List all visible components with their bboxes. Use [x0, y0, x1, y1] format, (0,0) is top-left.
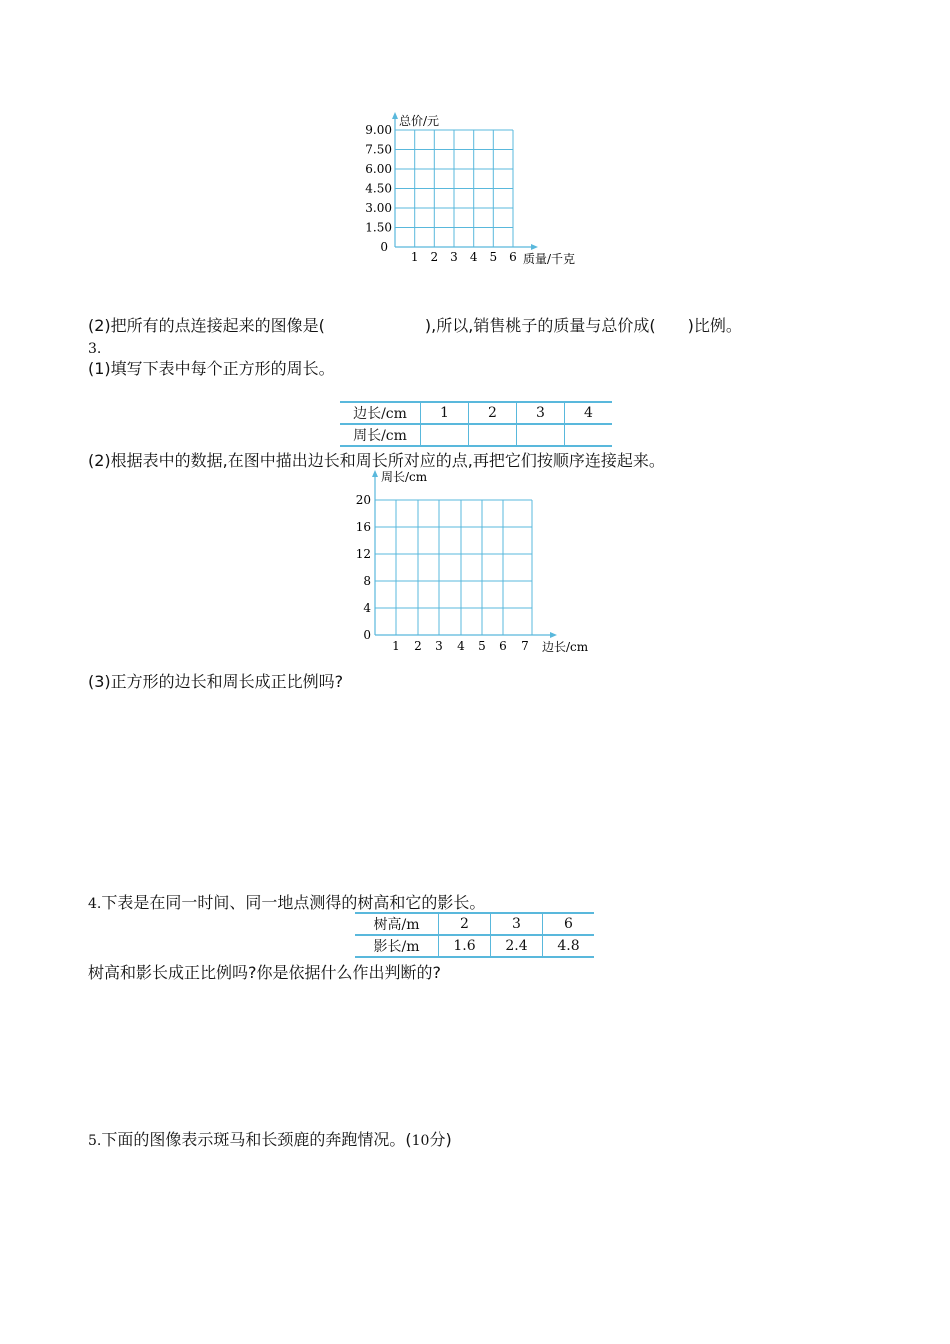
q5-title-line	[88, 1130, 452, 1151]
q3-row2-cell-blank[interactable]	[469, 424, 517, 446]
q4-number: 4.	[88, 896, 102, 912]
chart2-x-tick: 2	[414, 639, 422, 653]
q2-part2-c: )比例。	[687, 316, 742, 335]
q5-points: 10	[411, 1133, 430, 1149]
q3-row1-cell: 4	[565, 402, 613, 424]
q3-row1-cell: 2	[469, 402, 517, 424]
chart2-grid	[375, 500, 532, 635]
q4-row2-cell: 1.6	[439, 935, 491, 957]
chart1-y-tick: 0	[380, 240, 388, 254]
price-mass-chart	[350, 108, 600, 270]
chart2-y-tick: 8	[363, 574, 371, 588]
chart2-x-tick: 3	[435, 639, 443, 653]
q3-row2-cell-blank[interactable]	[517, 424, 565, 446]
chart1-x-tick: 4	[469, 250, 478, 264]
chart2-x-label: 边长/cm	[542, 640, 589, 654]
q3-row1-cell: 3	[517, 402, 565, 424]
q4-title-line	[88, 893, 485, 914]
q5-points-unit: 分)	[429, 1130, 452, 1149]
chart2-y-tick: 12	[355, 547, 371, 561]
chart2-y-label: 周长/cm	[381, 470, 428, 484]
chart1-x-tick: 2	[430, 250, 439, 264]
chart2-x-tick: 5	[478, 639, 486, 653]
chart2-y-tick: 16	[355, 520, 371, 534]
chart1-x-arrow	[531, 244, 538, 250]
q4-table	[355, 912, 594, 958]
table-row	[355, 935, 594, 957]
chart1-x-tick: 5	[489, 250, 498, 264]
q3-row1-cell: 1	[421, 402, 469, 424]
table-row	[340, 402, 612, 424]
chart1-y-tick: 1.50	[365, 220, 392, 235]
q4-row2-label: 影长/m	[355, 935, 439, 957]
q3-number: 3.	[88, 341, 102, 357]
chart2-y-tick: 0	[363, 628, 371, 642]
chart2-y-arrow	[372, 470, 378, 477]
chart1-y-arrow	[392, 112, 398, 119]
chart1-y-label: 总价/元	[399, 114, 440, 128]
q5-title: 下面的图像表示斑马和长颈鹿的奔跑情况。(	[101, 1130, 412, 1149]
chart2-x-tick: 1	[392, 639, 400, 653]
q3-table	[340, 401, 612, 447]
chart1-y-tick: 7.50	[365, 142, 392, 157]
q2-part2-a: (2)把所有的点连接起来的图像是(	[88, 316, 325, 335]
chart2-x-tick: 4	[457, 639, 465, 653]
q2-part2	[88, 316, 742, 336]
q3-row2-cell-blank[interactable]	[421, 424, 469, 446]
q2-part2-b: ),所以,销售桃子的质量与总价成(	[424, 316, 656, 335]
table-row	[355, 913, 594, 935]
perimeter-side-chart	[345, 465, 605, 657]
q3-row1-label: 边长/cm	[340, 402, 421, 424]
chart2-x-arrow	[550, 632, 557, 638]
chart1-y-tick: 3.00	[365, 201, 392, 215]
q4-row1-cell: 6	[543, 913, 595, 935]
chart2-y-tick: 4	[363, 601, 371, 615]
q5-number: 5.	[88, 1133, 102, 1149]
q4-title: 下表是在同一时间、同一地点测得的树高和它的影长。	[101, 893, 486, 912]
chart1-grid	[395, 130, 513, 247]
q3-row2-label: 周长/cm	[340, 424, 421, 446]
q4-question: 树高和影长成正比例吗?你是依据什么作出判断的?	[88, 963, 441, 982]
chart2-y-tick: 20	[355, 493, 371, 507]
chart1-y-tick: 6.00	[365, 162, 392, 176]
table-row	[340, 424, 612, 446]
chart2-x-tick: 6	[499, 639, 507, 653]
q4-row1-cell: 3	[491, 913, 543, 935]
chart1-x-label: 质量/千克	[523, 252, 576, 266]
chart1-x-tick: 3	[450, 250, 458, 264]
q4-row2-cell: 4.8	[543, 935, 595, 957]
q4-row2-cell: 2.4	[491, 935, 543, 957]
chart1-x-tick: 1	[410, 250, 419, 264]
q4-row1-label: 树高/m	[355, 913, 439, 935]
q4-row1-cell: 2	[439, 913, 491, 935]
q3-part3: (3)正方形的边长和周长成正比例吗?	[88, 672, 344, 691]
chart2-x-tick: 7	[521, 639, 529, 653]
chart1-y-tick: 9.00	[365, 123, 392, 137]
q3-part1: (1)填写下表中每个正方形的周长。	[88, 359, 335, 378]
q3-part2: (2)根据表中的数据,在图中描出边长和周长所对应的点,再把它们按顺序连接起来。	[88, 451, 665, 470]
q3-row2-cell-blank[interactable]	[565, 424, 613, 446]
chart1-x-tick: 6	[509, 250, 517, 264]
chart1-y-tick: 4.50	[365, 181, 392, 196]
